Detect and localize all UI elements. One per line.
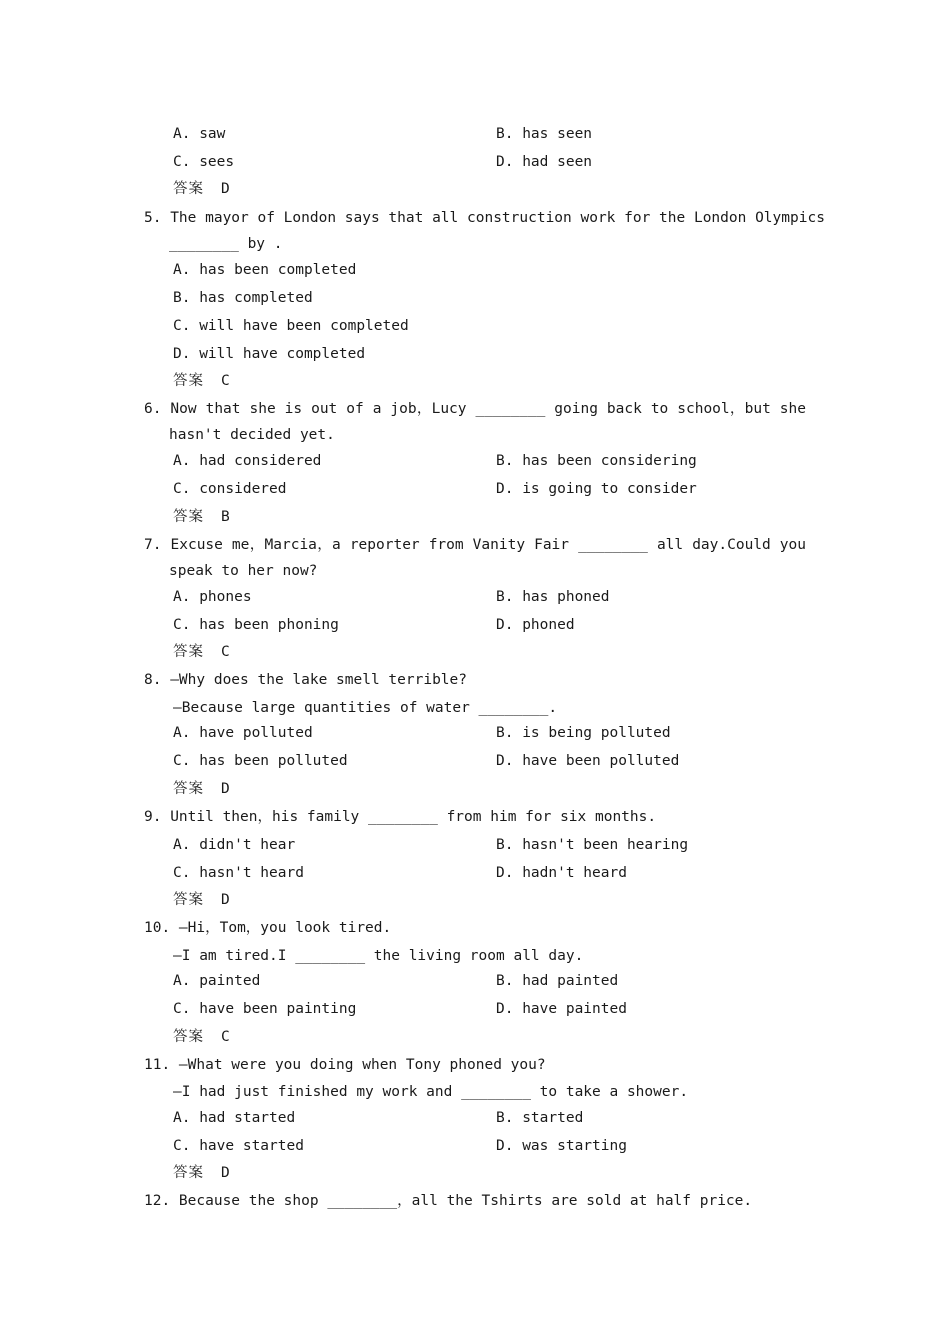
option-a: A. had started: [173, 1110, 296, 1126]
option-b: B. has been considering: [496, 453, 697, 469]
option-d: D. have painted: [496, 1001, 627, 1017]
answer-value: C: [221, 373, 230, 389]
question-stem-continued: hasn't decided yet.: [169, 427, 335, 443]
option-b: B. is being polluted: [496, 725, 671, 741]
question-stem: 11. —What were you doing when Tony phoned you?: [144, 1057, 546, 1073]
option-a: A. have polluted: [173, 725, 313, 741]
answer-label: 答案: [173, 509, 204, 525]
option-a: A. had considered: [173, 453, 322, 469]
question-stem-continued: —Because large quantities of water ________.: [173, 700, 558, 716]
option-c: C. will have been completed: [173, 318, 409, 334]
option-d: D. phoned: [496, 617, 575, 633]
option-c: C. considered: [173, 481, 287, 497]
option-b: B. started: [496, 1110, 584, 1126]
option-d: D. had seen: [496, 154, 593, 170]
option-a: A. painted: [173, 973, 261, 989]
option-a: A. saw: [173, 126, 226, 142]
answer-value: B: [221, 509, 230, 525]
answer-value: D: [221, 892, 230, 908]
option-b: B. has seen: [496, 126, 593, 142]
option-c: C. hasn't heard: [173, 865, 304, 881]
option-c: C. have started: [173, 1138, 304, 1154]
option-a: A. has been completed: [173, 262, 357, 278]
question-stem-continued: speak to her now?: [169, 563, 318, 579]
option-c: C. has been phoning: [173, 617, 339, 633]
question-stem: 8. —Why does the lake smell terrible?: [144, 672, 468, 688]
question-stem-continued: —I am tired.I ________ the living room all day.: [173, 948, 584, 964]
question-stem-continued: ________ by .: [169, 236, 283, 252]
option-a: A. phones: [173, 589, 252, 605]
question-stem: 12. Because the shop ________，all the Tshirts are sold at half price.: [144, 1193, 753, 1209]
answer-label: 答案: [173, 892, 204, 908]
option-c: C. has been polluted: [173, 753, 348, 769]
question-stem: 7. Excuse me，Marcia，a reporter from Vanity Fair ________ all day.Could you: [144, 537, 806, 553]
answer-value: C: [221, 1029, 230, 1045]
answer-label: 答案: [173, 373, 204, 389]
option-d: D. hadn't heard: [496, 865, 627, 881]
option-b: B. has phoned: [496, 589, 610, 605]
answer-label: 答案: [173, 1165, 204, 1181]
question-stem: 9. Until then，his family ________ from him for six months.: [144, 809, 657, 825]
option-d: D. have been polluted: [496, 753, 680, 769]
option-d: D. is going to consider: [496, 481, 697, 497]
option-a: A. didn't hear: [173, 837, 296, 853]
option-d: D. was starting: [496, 1138, 627, 1154]
answer-value: D: [221, 781, 230, 797]
answer-value: C: [221, 644, 230, 660]
option-d: D. will have completed: [173, 346, 366, 362]
answer-label: 答案: [173, 1029, 204, 1045]
answer-label: 答案: [173, 644, 204, 660]
question-stem: 10. —Hi，Tom，you look tired.: [144, 920, 392, 936]
option-b: B. has completed: [173, 290, 313, 306]
option-b: B. hasn't been hearing: [496, 837, 689, 853]
question-stem: 5. The mayor of London says that all construction work for the London Olympics: [144, 210, 825, 226]
option-c: C. have been painting: [173, 1001, 357, 1017]
answer-label: 答案: [173, 181, 204, 197]
option-b: B. had painted: [496, 973, 619, 989]
question-stem-continued: —I had just finished my work and ________ to take a shower.: [173, 1084, 689, 1100]
option-c: C. sees: [173, 154, 235, 170]
answer-label: 答案: [173, 781, 204, 797]
answer-value: D: [221, 1165, 230, 1181]
answer-value: D: [221, 181, 230, 197]
question-stem: 6. Now that she is out of a job，Lucy ________ going back to school，but she: [144, 401, 806, 417]
